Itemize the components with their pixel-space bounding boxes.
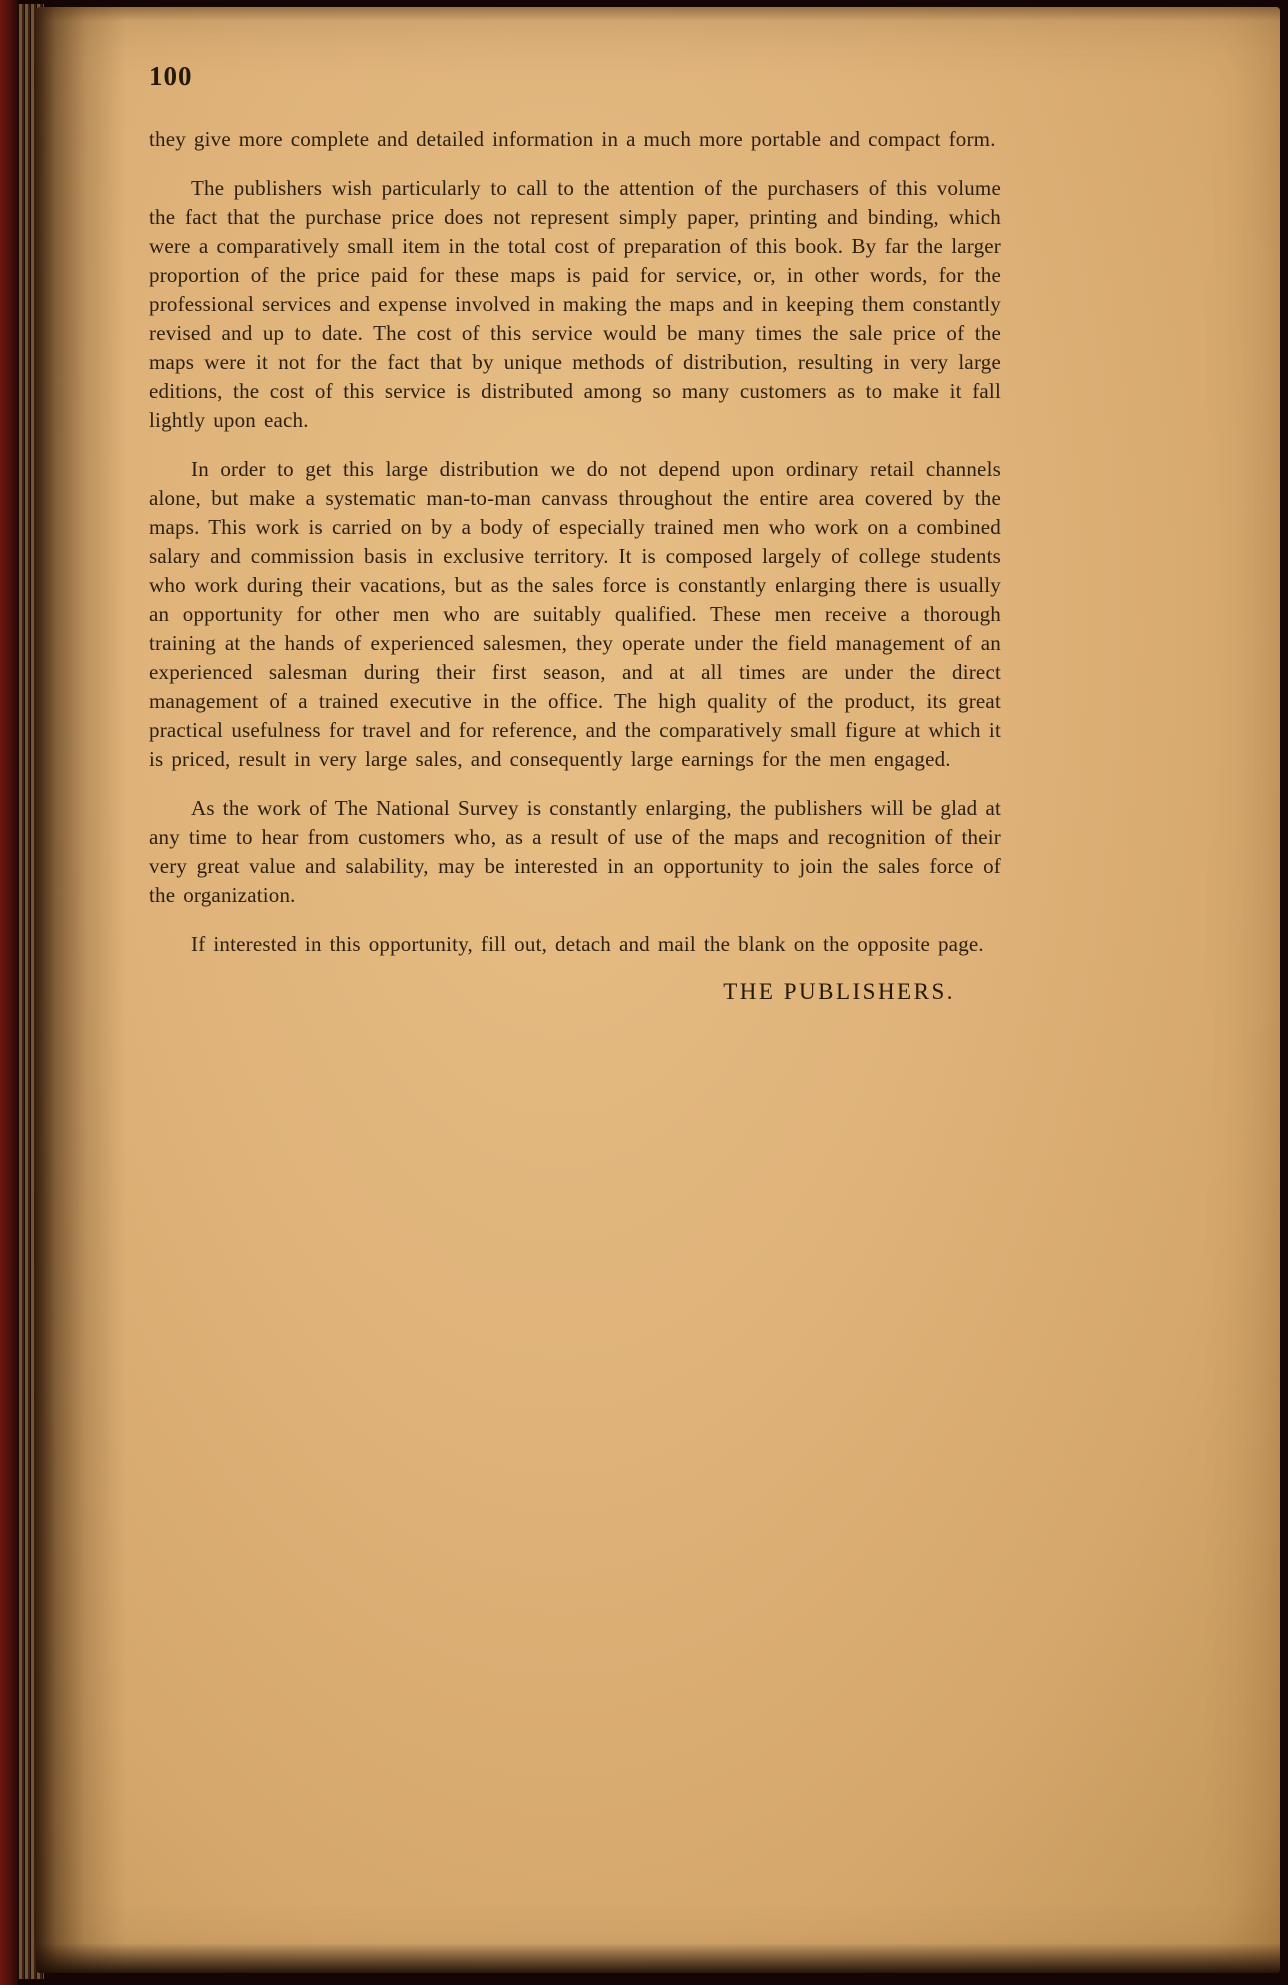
paragraph-continuation: they give more complete and detailed information in a much more portable and compact form.	[149, 127, 996, 151]
publishers-signature: THE PUBLISHERS.	[723, 979, 955, 1004]
paragraph-if-interested: If interested in this opportunity, fill out, detach and mail the blank on the opposite page.	[191, 932, 984, 956]
top-edge-shade	[36, 7, 1280, 21]
page-number: 100	[149, 61, 193, 91]
gutter-shadow	[36, 7, 126, 1973]
paragraph-national-survey: As the work of The National Survey is constantly enlarging, the publishers will be glad at any time to hear from customers who, as a result of use of the maps and recognition of their very great value and salability, may be interested in an opportunity to join the sales force of the organization.	[149, 796, 1001, 907]
bottom-edge-shade	[36, 1943, 1280, 1973]
paragraph-distribution: In order to get this large distribution we do not depend upon ordinary retail channels alone, but make a systematic man-to-man canvass throughout the entire area covered by the maps. This work is carried on by a body of especially trained men who work on a combined salary and commission basis in exclusive territory. It is composed largely of college students who work during their vacations, but as the sales force is constantly enlarging there is usually an opportunity for other men who are suitably qualified. These men receive a thorough training at the hands of experienced salesmen, they operate under the field management of an experienced salesman during their first season, and at all times are under the direct management of a trained executive in the office. The high quality of the product, its great practical usefulness for travel and for reference, and the comparatively small figure at which it is priced, result in very large sales, and consequently large earnings for the men engaged.	[149, 457, 1001, 771]
paragraph-purchase-price: The publishers wish particularly to call to the attention of the purchasers of this volume the fact that the purchase price does not represent simply paper, printing and binding, which were a comparatively small item in the total cost of preparation of this book. By far the larger proportion of the price paid for these maps is paid for service, or, in other words, for the professional services and expense involved in making the maps and in keeping them constantly revised and up to date. The cost of this service would be many times the sale price of the maps were it not for the fact that by unique methods of distribution, resulting in very large editions, the cost of this service is distributed among so many customers as to make it fall lightly upon each.	[149, 176, 1001, 432]
page-content	[149, 61, 1001, 1005]
book-spine-strip	[0, 0, 18, 1985]
book-page	[36, 7, 1280, 1973]
